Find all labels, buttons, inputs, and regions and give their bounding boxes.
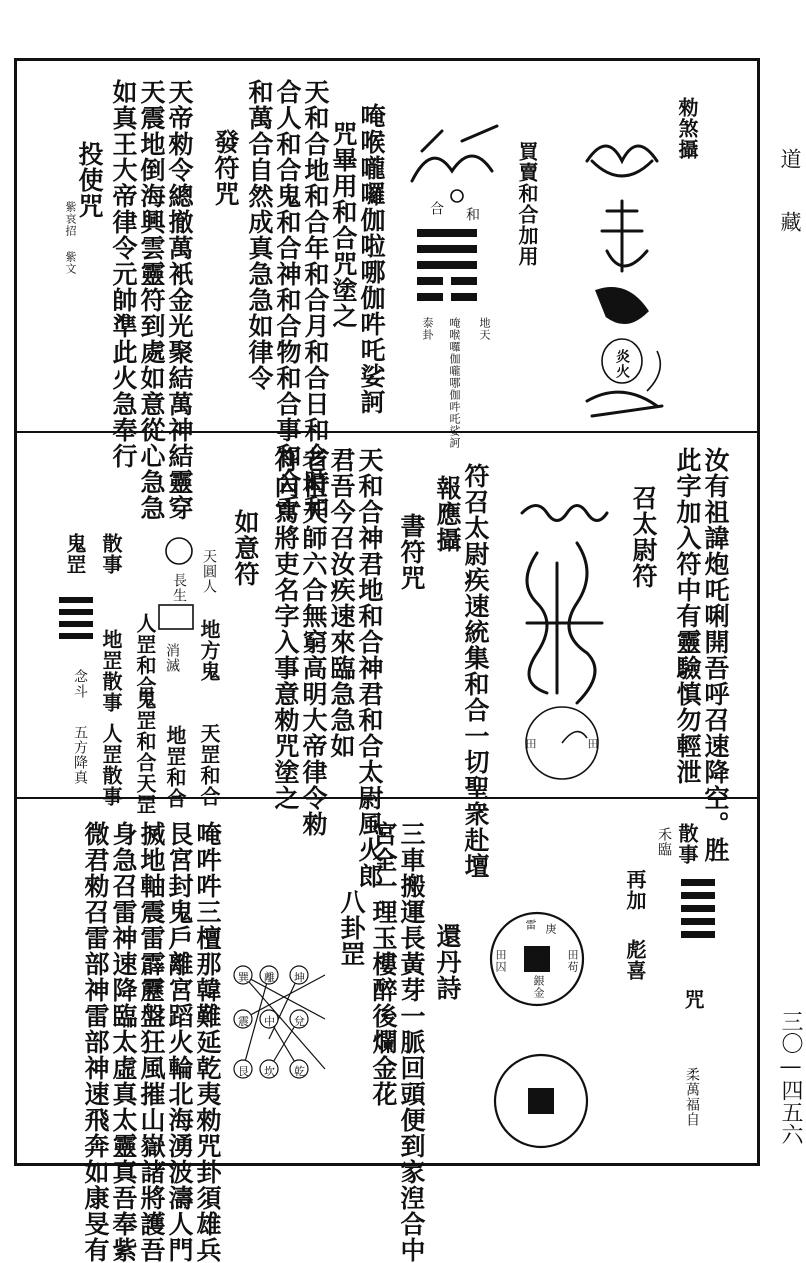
left-line-5: 微君勑召雷部神雷部神速飛奔如康旻有: [81, 821, 110, 1263]
left-line-4: 身急召雷神速降臨太虛真太靈真吾奉紫: [109, 821, 138, 1263]
trigram-label-ditian: 地天: [478, 317, 491, 341]
page-number: 三〇—四五六: [778, 1010, 803, 1145]
mantra-line-4: 合人和合鬼和合神和合物和合事和合千: [273, 79, 302, 521]
bagua-node-gen: 艮: [238, 1065, 249, 1078]
ruyi-label-rengang-sanshi: 人罡散事: [99, 723, 123, 807]
talisman2-caption: 唵喉囉伽嚨哪伽吽吒娑訶: [448, 317, 461, 449]
ruyi-label-xiaomie: 消滅: [164, 643, 180, 673]
mid-line-2: 報應攝: [433, 475, 462, 553]
p3-trigram-icon: [681, 879, 721, 939]
ruyi-label-changsheng: 長生: [171, 573, 187, 603]
poem-line-2: 宮全一理玉樓醉後爛金花: [369, 821, 398, 1107]
bagua-title: 八卦罡: [337, 889, 366, 967]
bagua-node-zhong: 中: [264, 1015, 275, 1028]
spell-title: 書符咒: [397, 513, 426, 591]
p3-right-zhou: 咒: [681, 989, 705, 1010]
spell-line-4: 符內寫將吏名字入事意勑咒塗之: [271, 447, 300, 811]
p3-right-sanshi: 散事: [675, 823, 699, 865]
poem-title: 還丹詩: [433, 923, 462, 1001]
ruyi-label-tianyuan: 天圓人: [201, 549, 217, 594]
coin-label-right: 田苟: [566, 949, 579, 973]
ruyi-label-wufang: 五方降真: [72, 725, 88, 785]
right-line-3: 召太尉符: [629, 485, 658, 589]
fu-line-2: 天震地倒海興雲靈符到處如意從心急急: [137, 79, 166, 521]
ruyi-label-sanshi: 散事: [99, 533, 123, 575]
book-title: 道藏: [778, 148, 802, 274]
coin-label-top: 雷: [524, 919, 537, 931]
left-line-2: 艮宮封鬼戶離宮蹈火輪北海湧波濤人門: [165, 821, 194, 1263]
ruyi-title: 如意符: [231, 509, 260, 587]
fu-line-3: 如真王大帝律令元帥準此火急奉行: [109, 79, 138, 469]
coin-label-left: 田囚: [494, 949, 507, 973]
summon-label-1: 田: [586, 738, 599, 750]
coin-icon-bottom: [491, 1051, 591, 1151]
page-frame: [14, 58, 760, 1263]
ruyi-label-difang: 地方鬼: [197, 619, 221, 682]
fu-title: 發符咒: [211, 129, 240, 207]
spell-line-1: 天和合神君地和合神君和合太尉風火郎: [355, 447, 384, 889]
spell-line-3: 老祖天師六合無窮高明大帝律令勑: [299, 447, 328, 837]
summon-label-2: 田: [524, 738, 537, 750]
right-line-1: 汝有祖諱炮吒唎開吾呼召速降空。胜: [701, 447, 730, 863]
right-line-2: 此字加入符中有靈驗慎勿輕泄: [673, 447, 702, 785]
p3-right-rouwanfu: 柔萬福自: [684, 1067, 700, 1127]
p3-right-biaoxi: 彪喜: [623, 939, 647, 981]
mid-line-1: 符召太尉疾速統集和合一切聖衆赴壇: [461, 463, 490, 879]
fu-note: 紫哀招 紫文: [64, 201, 77, 275]
talisman1-title: 勑煞攝: [675, 97, 699, 160]
left-line-1: 唵吽吽三檀那韓難延乾夷勑咒卦須雄兵: [193, 821, 222, 1263]
ruyi-label-tiangang2: 天罡: [133, 773, 157, 815]
coin-label-top2: 庚: [544, 923, 557, 935]
ruyi-label-guigang2: 鬼罡: [63, 533, 87, 575]
ruyi-label-niandou: 念斗: [72, 669, 88, 699]
ruyi-label-guigang: 鬼罡和合: [133, 689, 157, 773]
ruyi-square-icon: [157, 603, 197, 633]
bagua-node-li: 離: [264, 971, 275, 984]
section-title: 買賣和合加用: [515, 141, 539, 267]
talisman2-label-he2: 合: [428, 201, 444, 216]
bagua-node-kan: 坎: [264, 1065, 275, 1078]
coin-label-bottom: 銀金: [532, 975, 545, 999]
p3-right-zaijia: 再加: [623, 869, 647, 911]
talisman1-mark: 炎火: [614, 349, 630, 379]
fu-line-4: 投使咒: [75, 141, 104, 219]
ruyi-label-digang: 地罡和合: [163, 725, 187, 809]
panel-bottom: [17, 799, 757, 1263]
ruyi-label-digang-sanshi: 地罡散事: [99, 629, 123, 713]
p3-right-helin: 禾臨: [656, 827, 672, 857]
mantra-line-1: 唵喉嚨囉伽啦哪伽吽吒娑訶: [357, 103, 386, 415]
ruyi-circle-icon: [165, 537, 195, 567]
bagua-node-dui: 兌: [294, 1015, 305, 1028]
bagua-node-zhen: 震: [238, 1015, 249, 1028]
mantra-line-2: 咒畢用和合咒塗之: [329, 121, 358, 329]
spell-line-2: 君吾今召汝疾速來臨急急如: [327, 447, 356, 759]
bagua-node-qian: 乾: [294, 1065, 305, 1078]
bagua-node-kun: 坤: [294, 971, 305, 984]
ruyi-label-tiangang: 天罡和合: [197, 723, 221, 807]
talisman2-drawing: [402, 111, 512, 221]
fu-line-1: 天帝勑令總撤萬衹金光聚結萬神結靈穿: [165, 79, 194, 521]
trigram-label-taigua: 泰卦: [421, 317, 434, 341]
trigram-icon: [417, 229, 487, 319]
talisman2-label-he: 和: [464, 207, 480, 222]
ruyi-trigram-icon: [59, 597, 99, 647]
poem-line-1: 三車搬運長黃芽一脈回頭便到家湼合中: [397, 821, 426, 1263]
mantra-line-5: 和萬合自然成真急急如律令: [245, 79, 274, 391]
mantra-line-3: 天和合地和合年和合月和合日和合時和: [301, 79, 330, 521]
ruyi-label-rengang: 人罡和合: [133, 613, 157, 697]
left-line-3: 搣地軸震雷霹靂盤狂風摧山嶽諸將護吾: [137, 821, 166, 1263]
bagua-node-xun: 巽: [238, 971, 249, 984]
